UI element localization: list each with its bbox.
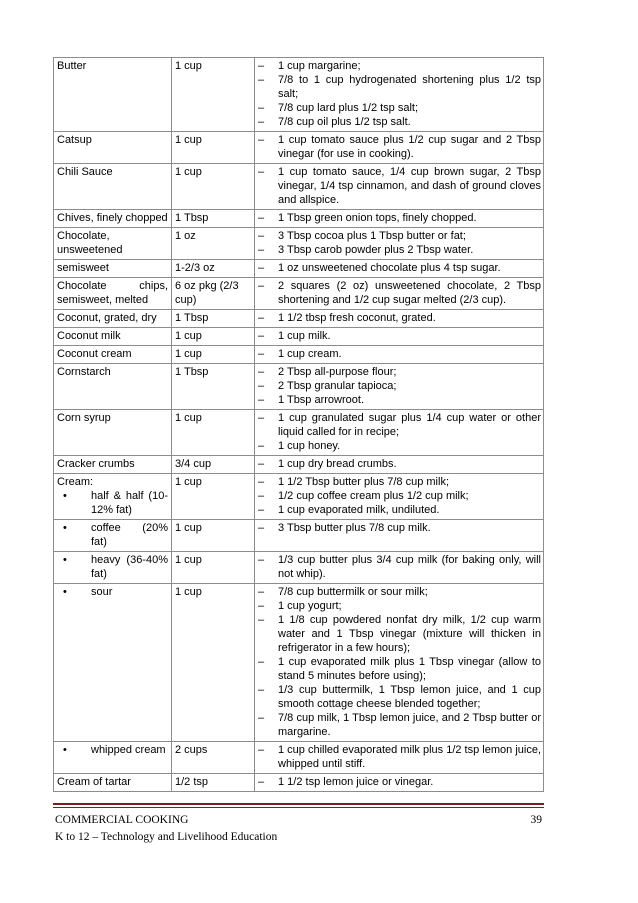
ingredient-name: Cracker crumbs [57,458,135,470]
substitute-cell [255,552,544,584]
cream-variant [57,585,168,599]
substitute-cell [255,742,544,774]
ingredient-cell [54,456,172,474]
substitute-cell [255,210,544,228]
substitute-item: – 7/8 cup oil plus 1/2 tsp salt. [257,115,541,129]
substitute-item: – 1 cup tomato sauce plus 1/2 cup sugar and 2 Tbsp vinegar (for use in cooking). [257,133,541,161]
table-row [54,346,544,364]
substitute-cell [255,410,544,456]
substitute-cell [255,364,544,410]
ingredient-name: Coconut milk [57,330,121,342]
table-row [54,310,544,328]
substitution-table [53,57,544,792]
substitute-cell [255,456,544,474]
substitute-item: – 1 oz unsweetened chocolate plus 4 tsp sugar. [257,261,541,275]
amount-cell: 1 Tbsp [172,364,255,410]
substitute-item: – 1 Tbsp green onion tops, finely chopped. [257,211,541,225]
substitute-list [257,585,541,739]
substitute-cell [255,310,544,328]
footer-subtitle: K to 12 – Technology and Livelihood Education [55,831,278,843]
cream-variant-label: whipped cream [91,744,166,756]
amount-cell: 1 cup [172,584,255,742]
ingredient-cell [54,364,172,410]
cream-variant-label: coffee (20% fat) [91,522,168,548]
substitute-cell [255,260,544,278]
table-row [54,456,544,474]
substitute-list [257,133,541,161]
substitute-cell [255,132,544,164]
substitute-list [257,165,541,207]
cream-variant [57,521,168,549]
page-footer [55,812,542,846]
substitute-cell [255,520,544,552]
substitute-list [257,279,541,307]
substitute-list [257,211,541,225]
ingredient-cell [54,278,172,310]
ingredient-name: Cornstarch [57,366,111,378]
substitute-list [257,475,541,517]
substitute-item: – 7/8 cup buttermilk or sour milk; [257,585,541,599]
ingredient-cell [54,328,172,346]
ingredient-cell [54,260,172,278]
substitute-cell [255,328,544,346]
substitute-item: – 3 Tbsp carob powder plus 2 Tbsp water. [257,243,541,257]
table-row [54,410,544,456]
substitute-item: – 1/2 cup coffee cream plus 1/2 cup milk; [257,489,541,503]
table-row [54,364,544,410]
substitute-list [257,311,541,325]
substitute-cell [255,474,544,520]
table-row [54,584,544,742]
cream-variant-label: half & half (10-12% fat) [91,490,168,516]
substitute-item: – 7/8 cup milk, 1 Tbsp lemon juice, and 2 Tbsp butter or margarine. [257,711,541,739]
table-row [54,520,544,552]
substitute-item: – 1 cup margarine; [257,59,541,73]
substitute-item: – 1 cup chilled evaporated milk plus 1/2 tsp lemon juice, whipped until stiff. [257,743,541,771]
substitute-item: – 1 cup evaporated milk, undiluted. [257,503,541,517]
ingredient-name: semisweet [57,262,109,274]
table-row [54,552,544,584]
amount-cell: 1 cup [172,58,255,132]
substitute-list [257,59,541,129]
substitute-item: – 1 cup yogurt; [257,599,541,613]
table-row [54,58,544,132]
ingredient-name: Coconut cream [57,348,132,360]
substitute-item: – 2 squares (2 oz) unsweetened chocolate, 2 Tbsp shortening and 1/2 cup sugar melted (2/3 cup). [257,279,541,307]
ingredient-name: Cream of tartar [57,776,131,788]
bullet-icon: • [63,554,67,566]
cream-variant-label: heavy (36-40% fat) [91,554,168,580]
ingredient-cell [54,520,172,552]
substitute-item: – 2 Tbsp granular tapioca; [257,379,541,393]
ingredient-name: Chives, finely chopped [57,212,168,224]
substitute-list [257,457,541,471]
ingredient-name: Chili Sauce [57,166,113,178]
substitute-cell [255,58,544,132]
ingredient-cell [54,742,172,774]
substitute-cell [255,774,544,792]
amount-cell: 1 cup [172,520,255,552]
cream-variant [57,743,168,757]
substitute-cell [255,584,544,742]
ingredient-name: Chocolate, unsweetened [57,230,123,256]
cream-variant [57,489,168,517]
substitute-item: – 1 1/2 tsp lemon juice or vinegar. [257,775,541,789]
amount-cell: 1-2/3 oz [172,260,255,278]
ingredient-name: Cream: [57,476,94,488]
amount-cell: 1 cup [172,410,255,456]
substitute-item: – 1 cup granulated sugar plus 1/4 cup water or other liquid called for in recipe; [257,411,541,439]
table-row [54,328,544,346]
substitute-item: – 7/8 to 1 cup hydrogenated shortening plus 1/2 tsp salt; [257,73,541,101]
substitute-list [257,521,541,535]
amount-cell: 1 oz [172,228,255,260]
substitute-item: – 1/3 cup butter plus 3/4 cup milk (for baking only, will not whip). [257,553,541,581]
substitute-item: – 1 cup cream. [257,347,541,361]
bullet-icon: • [63,586,67,598]
ingredient-cell [54,410,172,456]
bullet-icon: • [63,490,67,502]
amount-cell: 1/2 tsp [172,774,255,792]
amount-cell: 1 cup [172,346,255,364]
amount-cell: 1 cup [172,552,255,584]
substitute-item: – 2 Tbsp all-purpose flour; [257,365,541,379]
ingredient-cell [54,210,172,228]
ingredient-cell [54,552,172,584]
substitute-item: – 1 cup dry bread crumbs. [257,457,541,471]
table-row [54,774,544,792]
footer-rule [53,803,544,805]
substitute-list [257,411,541,453]
bullet-icon: • [63,522,67,534]
substitute-cell [255,278,544,310]
substitute-list [257,329,541,343]
substitute-list [257,347,541,361]
amount-cell: 2 cups [172,742,255,774]
amount-cell: 1 Tbsp [172,310,255,328]
substitute-list [257,365,541,407]
substitute-list [257,229,541,257]
amount-cell: 6 oz pkg (2/3 cup) [172,278,255,310]
substitute-item: – 1 cup honey. [257,439,541,453]
amount-cell: 1 cup [172,474,255,520]
substitute-item: – 1 cup tomato sauce, 1/4 cup brown sugar, 2 Tbsp vinegar, 1/4 tsp cinnamon, and dash of ground cloves and allspice. [257,165,541,207]
footer-course: COMMERCIAL COOKING [55,814,189,826]
ingredient-name: Butter [57,60,87,72]
substitute-item: – 7/8 cup lard plus 1/2 tsp salt; [257,101,541,115]
amount-cell: 1 cup [172,164,255,210]
ingredient-name: Corn syrup [57,412,111,424]
cream-variant [57,553,168,581]
substitute-list [257,775,541,789]
amount-cell: 1 cup [172,132,255,164]
table-row [54,278,544,310]
ingredient-cell [54,58,172,132]
substitute-cell [255,346,544,364]
table-row [54,132,544,164]
ingredient-cell [54,228,172,260]
ingredient-cell [54,310,172,328]
substitute-item: – 1 1/2 tbsp fresh coconut, grated. [257,311,541,325]
substitute-item: – 3 Tbsp butter plus 7/8 cup milk. [257,521,541,535]
substitution-table-body [54,58,544,792]
table-row [54,742,544,774]
substitute-list [257,553,541,581]
page-number: 39 [530,814,542,826]
substitute-list [257,261,541,275]
ingredient-cell [54,132,172,164]
table-row [54,474,544,520]
bullet-icon: • [63,744,67,756]
ingredient-cell [54,474,172,520]
ingredient-cell [54,346,172,364]
ingredient-name: Coconut, grated, dry [57,312,157,324]
table-row [54,210,544,228]
table-row [54,260,544,278]
table-row [54,164,544,210]
ingredient-cell [54,584,172,742]
substitute-item: – 1 Tbsp arrowroot. [257,393,541,407]
substitute-cell [255,228,544,260]
substitute-item: – 1/3 cup buttermilk, 1 Tbsp lemon juice, and 1 cup smooth cottage cheese blended together; [257,683,541,711]
footer-rule-thin [53,807,544,808]
substitute-list [257,743,541,771]
substitute-item: – 1 1/8 cup powdered nonfat dry milk, 1/2 cup warm water and 1 Tbsp vinegar (mixture will thicken in refrigerator in a few hours); [257,613,541,655]
substitute-item: – 1 1/2 Tbsp butter plus 7/8 cup milk; [257,475,541,489]
amount-cell: 3/4 cup [172,456,255,474]
table-row [54,228,544,260]
cream-variant-label: sour [91,586,113,598]
substitute-item: – 1 cup milk. [257,329,541,343]
ingredient-cell [54,774,172,792]
amount-cell: 1 cup [172,328,255,346]
substitute-item: – 3 Tbsp cocoa plus 1 Tbsp butter or fat; [257,229,541,243]
ingredient-name: Chocolate chips, semisweet, melted [57,280,168,306]
ingredient-cell [54,164,172,210]
ingredient-name: Catsup [57,134,92,146]
substitute-item: – 1 cup evaporated milk plus 1 Tbsp vinegar (allow to stand 5 minutes before using); [257,655,541,683]
substitute-cell [255,164,544,210]
amount-cell: 1 Tbsp [172,210,255,228]
